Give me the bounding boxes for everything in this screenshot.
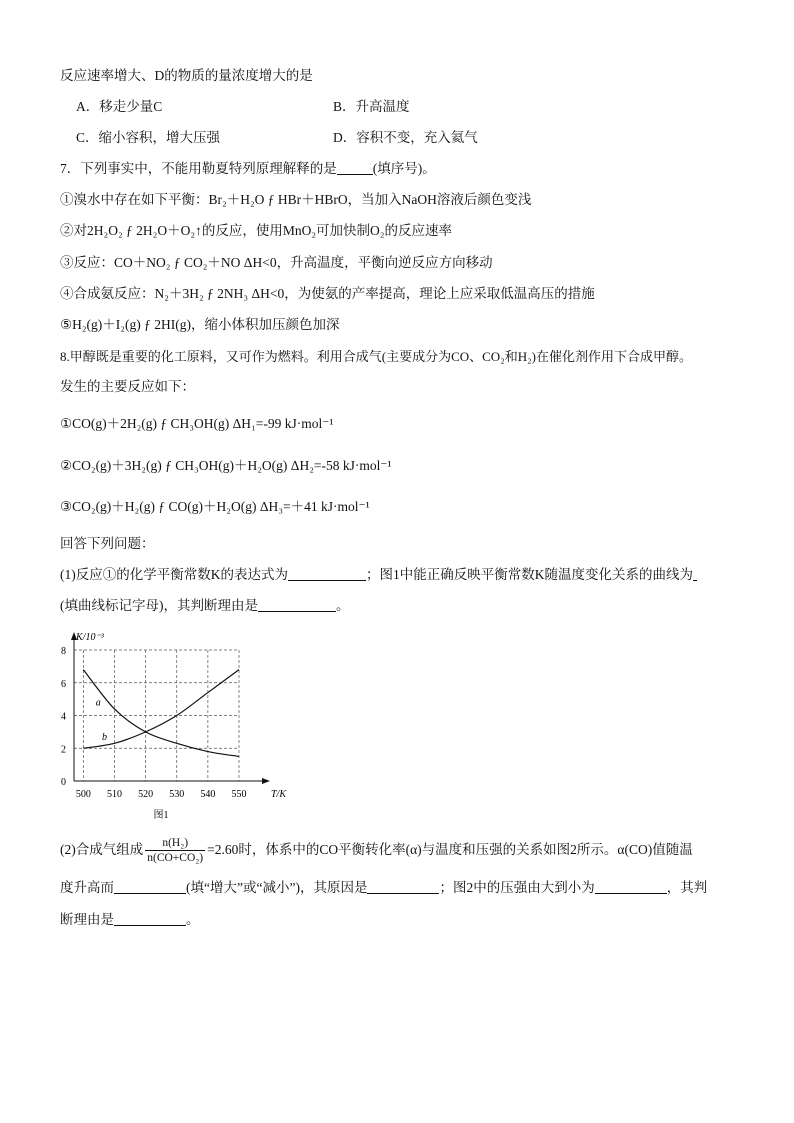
fraction-denominator: n(CO+CO₂)	[147, 852, 204, 865]
q7-item-4: ④合成氨反应：N₂＋3H₂ ƒ 2NH₃ ΔH<0，为使氨的产率提高，理论上应采取低温高压的措施	[60, 286, 595, 301]
q6-option-a: A．移走少量C	[76, 99, 163, 114]
x-axis-label: T/K	[271, 789, 287, 800]
q7-item-3: ③反应：CO＋NO₂ ƒ CO₂＋NO ΔH<0，升高温度，平衡向逆反应方向移动	[60, 255, 493, 270]
series-a-label: a	[95, 697, 101, 709]
q8-part2-text-h: 。	[186, 912, 200, 927]
q8-part2-blank-pressure	[595, 879, 667, 894]
q8-part2-blank-trend	[114, 879, 186, 894]
y-tick-label: 8	[61, 646, 66, 657]
q8-part1-text-d: 。	[336, 598, 350, 613]
q8-part2-text-e: ；图2中的压强由大到小为	[439, 880, 595, 895]
q7-item-5: ⑤H₂(g)＋I₂(g) ƒ 2HI(g)，缩小体积加压颜色加深	[60, 317, 340, 332]
y-tick-label: 6	[61, 678, 66, 690]
q8-part2-line3	[60, 910, 200, 930]
q8-part1-blank-expression	[288, 566, 366, 581]
q8-part2-text-g: 断理由是	[60, 912, 114, 927]
q8-part1-text-c: (填曲线标记字母)，其判断理由是	[60, 598, 258, 613]
q8-part1-blank-curve	[693, 566, 697, 581]
chart-title: 图1	[153, 810, 169, 821]
q8-reaction-3: ③CO₂(g)＋H₂(g) ƒ CO(g)＋H₂O(g) ΔH₃=＋41 kJ·mol⁻¹	[60, 499, 370, 514]
x-tick-label: 530	[169, 789, 185, 800]
q8-intro-2: 发生的主要反应如下：	[60, 379, 195, 394]
x-tick-label: 510	[106, 789, 122, 800]
q6-option-d: D．容积不变，充入氦气	[333, 130, 478, 145]
q8-intro-1: 8.甲醇既是重要的化工原料，又可作为燃料。利用合成气(主要成分为CO、CO₂和H₂)在催化剂作用下合成甲醇。	[60, 349, 692, 364]
q8-part1-line2	[60, 596, 350, 616]
q6-option-c: C．缩小容积，增大压强	[76, 130, 221, 145]
x-axis-arrow	[262, 778, 270, 784]
chart-labels	[61, 632, 287, 821]
q8-part2-text-b: =2.60时，体系中的CO平衡转化率(α)与温度和压强的关系如图2所示。α(CO)值随温	[207, 842, 693, 857]
q8-part2-blank-reason	[114, 911, 186, 926]
y-axis-label: K/10⁻³	[76, 632, 104, 643]
q8-part2-text-c: 度升高而	[60, 880, 114, 895]
q7-item-1: ①溴水中存在如下平衡：Br₂＋H₂O ƒ HBr＋HBrO，当加入NaOH溶液后颜色变浅	[60, 192, 532, 207]
chart-axes	[71, 632, 270, 784]
x-tick-label: 550	[231, 789, 247, 800]
q7-answer-blank	[337, 160, 373, 175]
q8-reaction-1: ①CO(g)＋2H₂(g) ƒ CH₃OH(g) ΔH₁=-99 kJ·mol⁻¹	[60, 416, 334, 431]
x-tick-label: 500	[75, 789, 91, 800]
q7-stem-suffix: (填序号)。	[372, 161, 436, 176]
q8-part2-text-a: (2)合成气组成	[60, 842, 144, 857]
figure-1-chart	[56, 628, 296, 824]
q7-stem	[60, 159, 436, 179]
q7-item-2: ②对2H₂O₂ ƒ 2H₂O＋O₂↑的反应，使用MnO₂可加快制O₂的反应速率	[60, 223, 452, 238]
q7-stem-text: 7．下列事实中，不能用勒夏特列原理解释的是	[60, 161, 337, 176]
q8-part2-text-d: (填“增大”或“减小”)，其原因是	[186, 880, 368, 895]
q8-part1-line1	[60, 565, 697, 585]
x-tick-label: 540	[200, 789, 216, 800]
q8-part1-text-a: (1)反应①的化学平衡常数K的表达式为	[60, 567, 288, 582]
q8-part1-text-b: ；图1中能正确反映平衡常数K随温度变化关系的曲线为	[366, 567, 693, 582]
q8-part2-line2	[60, 878, 707, 898]
y-tick-label: 2	[61, 744, 66, 756]
q8-part2-blank-cause	[367, 879, 439, 894]
q8-answer-intro: 回答下列问题：	[60, 536, 155, 551]
q8-part2-text-f: ，其判	[666, 880, 708, 895]
y-tick-label: 4	[61, 711, 66, 723]
y-tick-label: 0	[61, 777, 66, 788]
q8-part1-blank-reason	[258, 597, 336, 612]
q8-reaction-2: ②CO₂(g)＋3H₂(g) ƒ CH₃OH(g)＋H₂O(g) ΔH₂=-58 kJ·mol⁻¹	[60, 458, 392, 473]
series-b-label: b	[102, 732, 108, 744]
fraction-numerator: n(H₂)	[145, 836, 205, 851]
composition-fraction	[145, 836, 205, 865]
q6-stem: 反应速率增大、D的物质的量浓度增大的是	[60, 68, 313, 83]
q8-part2-line1	[60, 832, 693, 868]
chart-grid	[74, 650, 239, 781]
x-tick-label: 520	[138, 789, 154, 800]
q6-option-b: B．升高温度	[333, 99, 410, 114]
